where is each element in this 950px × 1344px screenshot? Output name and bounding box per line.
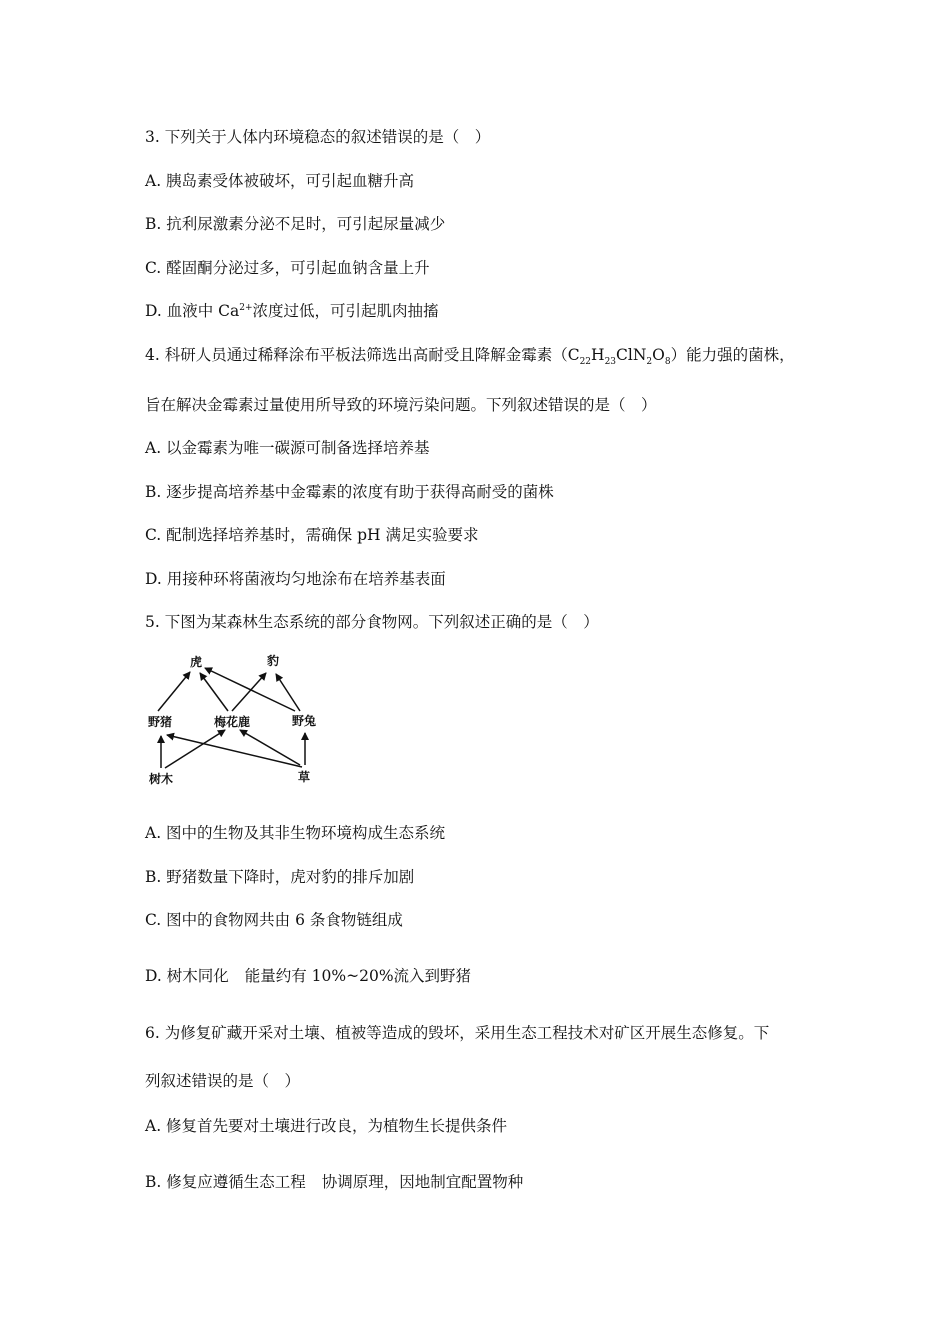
node-grass: 草 [297, 770, 311, 784]
q5-option-d: D. 树木同化 能量约有 10%~20%流入到野猪 [145, 967, 472, 985]
edge-grass-boar [167, 735, 302, 767]
q5-option-b: B. 野猪数量下降时，虎对豹的排斥加剧 [145, 868, 415, 886]
q3-option-b: B. 抗利尿激素分泌不足时，可引起尿量减少 [145, 215, 446, 233]
q5-option-a: A. 图中的生物及其非生物环境构成生态系统 [145, 824, 446, 842]
q3-stem: 3. 下列关于人体内环境稳态的叙述错误的是（ ） [145, 128, 491, 146]
node-hare: 野兔 [291, 714, 317, 728]
q4-option-d: D. 用接种环将菌液均匀地涂布在培养基表面 [145, 570, 446, 588]
node-boar: 野猪 [147, 715, 173, 729]
edge-boar-tiger [158, 672, 190, 711]
edge-hare-tiger [205, 668, 295, 711]
node-tree: 树木 [148, 772, 174, 786]
edge-tree-deer [165, 730, 225, 768]
q5-stem: 5. 下图为某森林生态系统的部分食物网。下列叙述正确的是（ ） [145, 613, 599, 631]
q3-option-a: A. 胰岛素受体被破坏，可引起血糖升高 [145, 172, 415, 190]
q3-option-c: C. 醛固酮分泌过多，可引起血钠含量上升 [145, 259, 430, 277]
edge-hare-leopard [276, 674, 300, 711]
q6-option-b: B. 修复应遵循生态工程 协调原理，因地制宜配置物种 [145, 1173, 524, 1191]
q4-stem-line2: 旨在解决金霉素过量使用所导致的环境污染问题。下列叙述错误的是（ ） [145, 396, 657, 414]
q4-stem: 4. 科研人员通过稀释涂布平板法筛选出高耐受且降解金霉素$(C_{22}H_{23}ClN_2O_8)$能力强的菌株， [145, 346, 795, 368]
node-tiger: 虎 [189, 655, 203, 669]
node-deer: 梅花鹿 [213, 715, 251, 729]
edge-deer-leopard [232, 673, 266, 711]
q4-option-c: C. 配制选择培养基时，需确保 pH 满足实验要求 [145, 526, 479, 544]
q6-stem: 6. 为修复矿藏开采对土壤、植被等造成的毁坏，采用生态工程技术对矿区开展生态修复。下 [145, 1024, 770, 1042]
q4-option-a: A. 以金霉素为唯一碳源可制备选择培养基 [145, 439, 430, 457]
q3-option-d: D. 血液中 $Ca^{2+}$浓度过低，可引起肌肉抽搐 [145, 302, 439, 320]
q6-stem-line2: 列叙述错误的是（ ） [145, 1072, 301, 1090]
food-web-diagram [140, 648, 340, 788]
q5-option-c: C. 图中的食物网共由 6 条食物链组成 [145, 911, 403, 929]
q6-option-a: A. 修复首先要对土壤进行改良，为植物生长提供条件 [145, 1117, 508, 1135]
edge-deer-tiger [200, 673, 228, 711]
q4-option-b: B. 逐步提高培养基中金霉素的浓度有助于获得高耐受的菌株 [145, 483, 554, 501]
node-leopard: 豹 [266, 654, 280, 668]
